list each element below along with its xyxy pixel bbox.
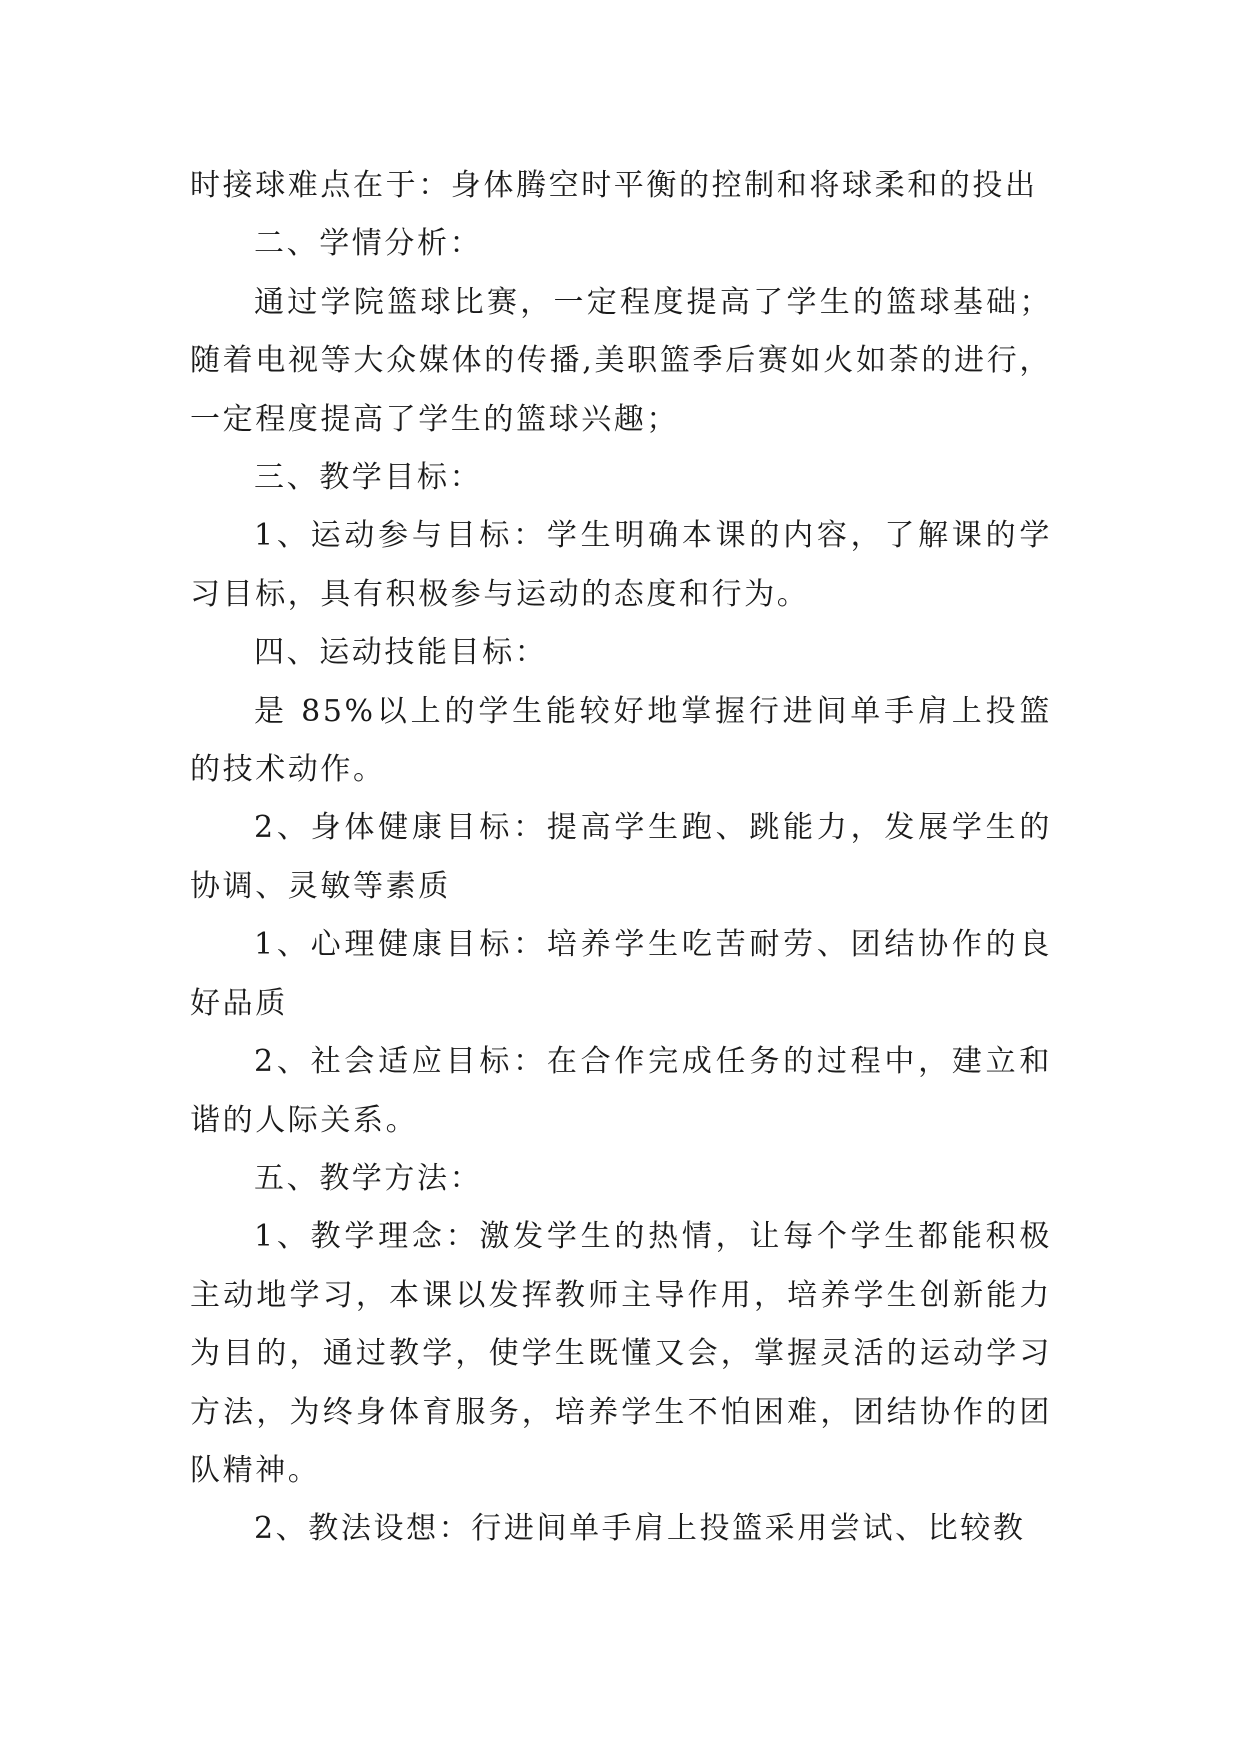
document-body [190, 157, 1052, 1559]
paragraph: 2、教法设想：行进间单手肩上投篮采用尝试、比较教 [254, 1511, 1026, 1547]
paragraph: 是 85%以上的学生能较好地掌握行进间单手肩上投篮的技术动作。 [190, 693, 1052, 788]
paragraph: 1、教学理念：激发学生的热情，让每个学生都能积极主动地学习，本课以发挥教师主导作用，培养学生创新能力为目的，通过教学，使学生既懂又会，掌握灵活的运动学习方法，为终身体育服务，培养学生不怕困难，团结协作的团队精神。 [190, 1219, 1052, 1488]
paragraph: 2、身体健康目标：提高学生跑、跳能力，发展学生的协调、灵敏等素质 [190, 810, 1052, 904]
paragraph: 1、运动参与目标：学生明确本课的内容，了解课的学习目标，具有积极参与运动的态度和行为。 [190, 518, 1052, 612]
section-heading: 二、学情分析： [254, 226, 483, 262]
paragraph: 1、心理健康目标：培养学生吃苦耐劳、团结协作的良好品质 [190, 927, 1052, 1021]
section-heading: 三、教学目标： [254, 460, 483, 496]
section-heading: 五、教学方法： [254, 1160, 483, 1196]
paragraph: 时接球难点在于：身体腾空时平衡的控制和将球柔和的投出 [190, 168, 1038, 203]
section-heading: 四、运动技能目标： [254, 635, 548, 671]
paragraph: 通过学院篮球比赛，一定程度提高了学生的篮球基础；随着电视等大众媒体的传播,美职篮季后赛如火如荼的进行，一定程度提高了学生的篮球兴趣； [190, 284, 1052, 437]
paragraph: 2、社会适应目标：在合作完成任务的过程中，建立和谐的人际关系。 [190, 1044, 1052, 1138]
